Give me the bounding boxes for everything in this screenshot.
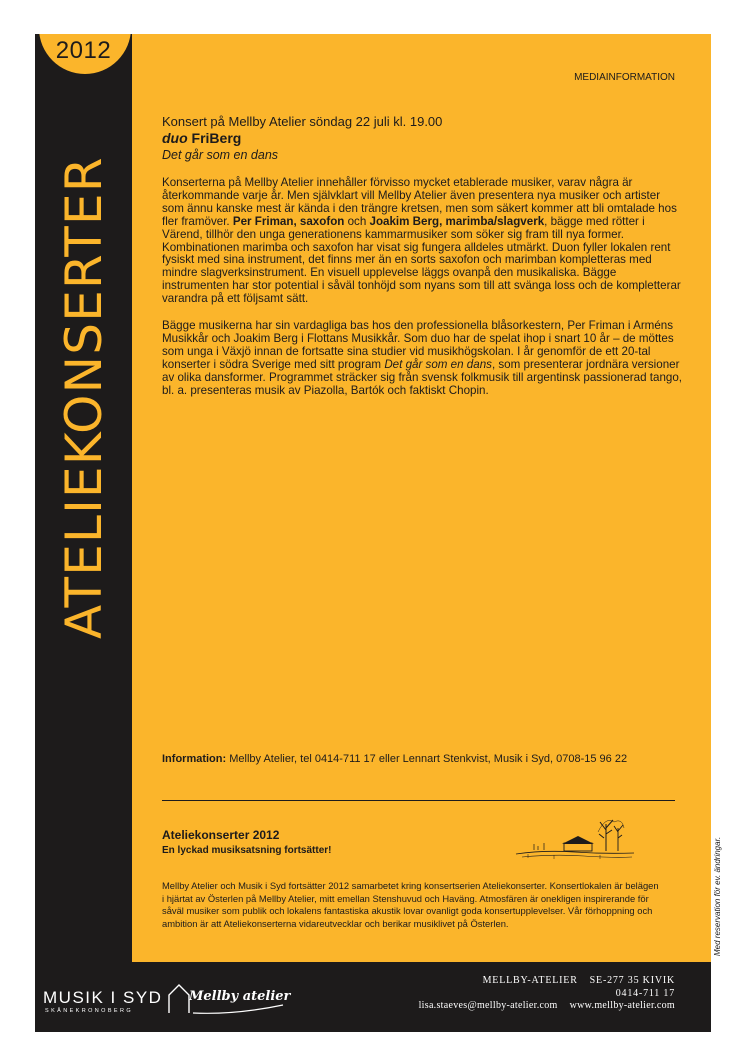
vertical-title: ATELIEKONSERTER <box>55 156 113 639</box>
program-title: Det går som en dans <box>384 357 492 371</box>
yellow-content-panel <box>132 34 722 962</box>
musician-name-1: Per Friman <box>232 214 294 228</box>
p2-intro: Bägge musikerna har sin vardagliga bas hos den professionella blåsorkestern, Per Friman i Arméns Musikkår och Joakim Berg i Flottans Musikkår. Som duo har de spelat ihop i snart 10 år – de möttes som unga i Växjö innan de fortsatte sina studier vid musikhögskolan. I år genomför de ett 20-tal konserter i södra Sverige med sitt program <box>162 319 674 371</box>
email-link[interactable]: lisa.staeves@mellby-atelier.com <box>418 1000 558 1011</box>
year-label: 2012 <box>55 37 112 64</box>
media-info-label: MEDIAINFORMATION <box>574 72 675 83</box>
body-paragraph-2 <box>162 320 682 397</box>
address-line <box>419 975 675 988</box>
body-paragraph-1: Konserterna på Mellby Atelier innehåller förvisso mycket etablerade musiker, varav några är återkommande varje år. Men självklart vill Mellby Atelier även presentera nya musiker och artister som ännu kanske mest är kända i den trängre kretsen, men som säkert kommer att bli omtalade hos fler framöver. Per Friman, saxofon och Joakim Berg, marimba/slagverk, bägge med rötter i Värend, tillhör den unga generationens kammarmusiker som söker sig fram till nya former. Kombinationen marimba och saxofon har visat sig fungera alldeles utmärkt. Duon fyller lokalen rent fysiskt med sina instrument, det finns mer än en sorts saxofon och marimban kompletteras med mindre slagverksinstrument. En visuell upplevelse läggs ovanpå den musikaliska. Bägge instrumenten har stor potential i såväl tonhöjd som nyans som till att svänga loss och de kompletterar varandra på ett följsamt sätt. <box>162 176 681 306</box>
mellby-atelier-signature: Mellby atelier <box>189 989 291 1004</box>
duo-title <box>162 130 682 147</box>
footer-address <box>419 975 675 1013</box>
series-subtitle: En lyckad musiksatsning fortsätter! <box>162 845 332 856</box>
address-city: SE-277 35 KIVIK <box>589 975 675 986</box>
p1-rest: , bägge med rötter i Värend, tillhör den unga generationens kammarmusiker som söker sig fram till nya former. Kombinationen marimba och saxofon har visat sig fungera alldeles utmärkt. Duon fyller lokalen rent fysiskt med sina instrument, det finns mer än en sorts saxofon och marimban kompletteras med mindre slagverksinstrument. En visuell upplevelse läggs ovanpå den musikaliska. Bägge instrumenten har stor potential i såväl tonhöjd som nyans som till att svänga loss och de kompletterar varandra på ett följsamt sätt. <box>162 214 681 306</box>
musician-instrument-2: marimba/slagverk <box>445 214 545 228</box>
duo-prefix: duo <box>162 130 188 146</box>
concert-subtitle: Det går som en dans <box>162 148 279 162</box>
p2-rest: , som presenterar jordnära versioner av olika dansformer. Programmet sträcker sig från svensk folkmusik till argentinsk passionerad tango, bl. a. presenteras musik av Piazolla, Bartók och faktiskt Chopin. <box>162 357 683 397</box>
musik-i-syd-name: MUSIK I SYD <box>43 988 163 1007</box>
address-name: MELLBY-ATELIER <box>482 975 578 986</box>
concert-content <box>162 114 682 398</box>
musician-instrument-1: saxofon <box>299 214 345 228</box>
year-badge <box>35 34 132 74</box>
section-divider <box>162 800 675 801</box>
series-title: Ateliekonserter 2012 <box>162 828 280 842</box>
musik-i-syd-logo <box>43 989 162 1015</box>
p1-intro: Konserterna på Mellby Atelier innehåller förvisso mycket etablerade musiker, varav några är återkommande varje år. Men självklart vill Mellby Atelier även presentera nya musiker och artister som ännu kanske mest är kända i den trängre kretsen, men som säkert kommer att bli omtalade hos fler framöver. <box>162 176 677 228</box>
website-link[interactable]: www.mellby-atelier.com <box>569 1000 675 1011</box>
info-label: Information: <box>162 753 227 765</box>
contact-line <box>419 1000 675 1013</box>
info-text: Mellby Atelier, tel 0414-711 17 eller Lennart Stenkvist, Musik i Syd, 0708-15 96 22 <box>226 753 628 765</box>
phone-number: 0414-711 17 <box>615 987 675 999</box>
musik-i-syd-region: SKÅNEKRONOBERG <box>45 1008 134 1014</box>
duo-name: FriBerg <box>191 130 242 146</box>
concert-date-line: Konsert på Mellby Atelier söndag 22 juli kl. 19.00 <box>162 114 443 129</box>
mellby-atelier-logo <box>165 979 295 1019</box>
reservation-note: Med reservation för ev. ändringar. <box>713 836 722 956</box>
musician-name-2: Joakim Berg <box>369 214 440 228</box>
p1-comma: , <box>293 214 300 228</box>
info-line <box>162 753 627 765</box>
landscape-sketch-illustration <box>514 810 636 862</box>
series-description: Mellby Atelier och Musik i Syd fortsätter 2012 samarbetet kring konsertserien Ateliekonserter. Konsertlokalen är belägen i hjärtat av Österlen på Mellby Atelier, mitt emellan Stenshuvud och Haväng. Atmosfären är onekligen inspirerande för såväl musiker som publik och lokalens fantastiska akustik lovar ovanligt goda konsertupplevelser. Vår förhoppning och ambition är att Ateliekonserterna vidareutvecklar och berikar musiklivet på Österlen. <box>162 880 659 929</box>
poster-page <box>35 34 722 1032</box>
p1-and: och <box>344 214 370 228</box>
